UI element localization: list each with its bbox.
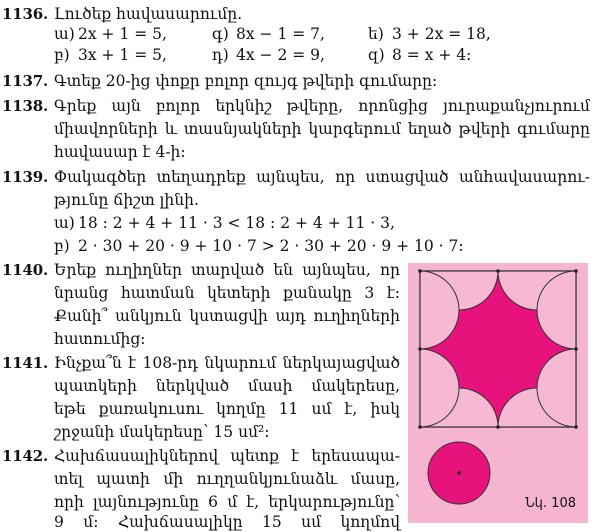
equation: 8 = x + 4: [392,46,472,64]
problem-1142-text: 9 մ: Հախճասալիկը 15 սմ կողմով [54,513,400,531]
inequality: 2 · 30 + 20 · 9 + 10 · 7 > 2 · 30 + 20 · 9 + 10 · 7: [78,237,464,255]
problem-1139-text: Փակագծեր տեղադրեք այնպես, որ ստացված անհավասարու- [54,168,590,186]
figure-108 [408,263,588,523]
problem-number-1136: 1136. [2,5,48,23]
problem-1141-text: շրջանի մակերեսը՝ 15 սմ²: [54,423,270,441]
option-label: ա) [54,214,75,232]
option-label: բ) [54,237,70,255]
problem-1140-text: Երեք ուղիղներ տարված են այնպես, որ [54,261,400,279]
option-label: ե) [368,25,384,43]
problem-1140-text: հատումից: [54,330,146,348]
problem-number-1137: 1137. [2,72,48,90]
problem-number-1141: 1141. [2,354,48,372]
equation: 3 + 2x = 18, [392,25,491,43]
problem-1139-text: թյունը ճիշտ լինի. [54,191,199,209]
problem-1138-text: հավասար է 4-ի: [54,143,186,161]
problem-1141-text: եթե քառակուսու կողմը 11 սմ է, իսկ [54,400,400,418]
equation: 8x − 1 = 7, [236,25,325,43]
problem-number-1138: 1138. [2,97,48,115]
option-label: ա) [54,25,75,43]
problem-1136-text: Լուծեք հավասարումը. [54,5,243,23]
problem-number-1140: 1140. [2,261,48,279]
problem-1141-text: Ինչքա՞ն է 108-րդ նկարում ներկայացված [54,354,400,372]
inequality: 18 : 2 + 4 + 11 · 3 < 18 : 2 + 4 + 11 · 3, [78,214,395,232]
equation: 2x + 1 = 5, [78,25,167,43]
problem-1138-text: միավորների և տասնյակների կարգերում եղած թվերի գումարը [54,120,590,138]
figure-caption: Նկ. 108 [525,496,576,511]
option-label: զ) [368,46,385,64]
problem-1140-text: նրանց հատման կետերի քանակը 3 է: [54,284,400,302]
circle-center [457,471,461,475]
problem-1141-text: պատկերի ներկված մասի մակերեսը, [54,377,400,395]
circle-figure [428,442,490,504]
problem-number-1139: 1139. [2,168,48,186]
problem-1142-text: որի լայնությունը 6 մ է, երկարությունը՝ [54,493,400,511]
problem-1138-text: Գրեք այն բոլոր երկնիշ թվերը, որոնցից յուրաքանչյուրում [54,97,590,115]
problem-1142-text: տել պատի մի ուղղանկյունաձև մասը, [54,470,400,488]
equation: 3x + 1 = 5, [78,46,167,64]
equation: 4x − 2 = 9, [236,46,325,64]
problem-1142-text: Հախճասալիկներով պետք է երեսապա- [54,447,400,465]
option-label: բ) [54,46,70,64]
option-label: դ) [212,46,229,64]
option-label: գ) [212,25,229,43]
problem-number-1142: 1142. [2,447,48,465]
problem-1140-text: Քանի՞ անկյուն կստացվի այդ ուղիղների [54,307,400,325]
problem-1137-text: Գտեք 20-ից փոքր բոլոր զույգ թվերի գումարը: [54,72,438,90]
figure-108-drawing [408,263,588,523]
square-with-semicircles [408,263,588,466]
